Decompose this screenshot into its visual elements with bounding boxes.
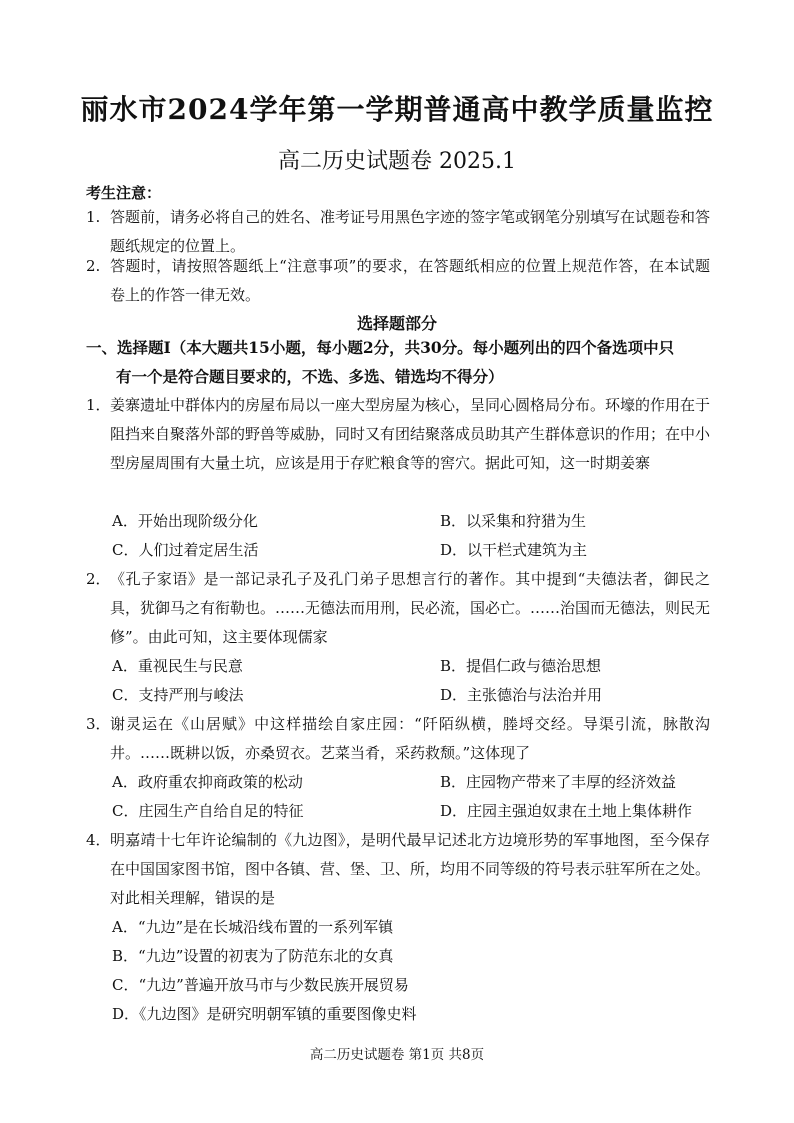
question-option: A．“九边”是在长城沿线布置的一系列军镇 — [112, 918, 394, 936]
exam-title: 丽水市2024学年第一学期普通高中教学质量监控 — [80, 93, 714, 126]
notice-item-number: 1. — [86, 208, 101, 226]
question-stem: 明嘉靖十七年许论编制的《九边图》，是明代最早记述北方边境形势的军事地图，至今保存在中国国家图书馆，图中各镇、营、堡、卫、所，均用不同等级的符号表示驻军所在之处。对此相关理解，错误的是 — [110, 831, 711, 907]
question-number: 1． — [86, 396, 111, 414]
question-option: A．开始出现阶级分化 — [112, 512, 258, 530]
question-number: 2． — [86, 570, 111, 588]
instruction-line-1: 一、选择题Ⅰ（本大题共15小题，每小题2分，共30分。每小题列出的四个备选项中只 — [86, 338, 675, 357]
question-option: C．“九边”普遍开放马市与少数民族开展贸易 — [112, 976, 409, 994]
question-option: A．政府重农抑商政策的松动 — [112, 773, 303, 791]
notice-item-text: 答题时，请按照答题纸上“注意事项”的要求，在答题纸相应的位置上规范作答，在本试题卷上的作答一律无效。 — [110, 257, 710, 304]
question-number: 4． — [86, 831, 111, 849]
page-footer: 高二历史试题卷 第1页 共8页 — [309, 1047, 485, 1063]
question-option: B．“九边”设置的初衷为了防范东北的女真 — [112, 947, 394, 965]
question-option: D．庄园主强迫奴隶在土地上集体耕作 — [440, 802, 693, 820]
question-stem: 姜寨遗址中群体内的房屋布局以一座大型房屋为核心，呈同心圆格局分布。环壕的作用在于阻挡来自聚落外部的野兽等威胁，同时又有团结聚落成员助其产生群体意识的作用；在中小型房屋周围有大量土坑，应该是用于存贮粮食等的窖穴。据此可知，这一时期姜寨 — [110, 396, 711, 472]
question-option: A．重视民生与民意 — [112, 657, 243, 675]
section-instruction — [86, 333, 716, 391]
question-option: B．庄园物产带来了丰厚的经济效益 — [440, 773, 677, 791]
exam-subtitle: 高二历史试题卷 2025.1 — [278, 149, 516, 174]
question-stem: 谢灵运在《山居赋》中这样描绘自家庄园：“阡陌纵横，塍埒交经。导渠引流，脉散沟井。……既耕以饭，亦桑贸衣。艺菜当肴，采药救颓。”这体现了 — [110, 715, 710, 762]
section-title: 选择题部分 — [356, 314, 437, 333]
question-option: C．人们过着定居生活 — [112, 541, 259, 559]
question-option: D．《九边图》是研究明朝军镇的重要图像史料 — [112, 1005, 417, 1023]
question-number: 3． — [86, 715, 111, 733]
question-option: B．提倡仁政与德治思想 — [440, 657, 602, 675]
notice-heading: 考生注意： — [86, 184, 162, 202]
question-option: B．以采集和狩猎为生 — [440, 512, 587, 530]
question-option: D．以干栏式建筑为主 — [440, 541, 588, 559]
question-option: C．庄园生产自给自足的特征 — [112, 802, 304, 820]
notice-item-text: 答题前，请务必将自己的姓名、准考证号用黑色字迹的签字笔或钢笔分别填写在试题卷和答题纸规定的位置上。 — [110, 208, 711, 255]
question-option: D．主张德治与法治并用 — [440, 686, 603, 704]
question-stem: 《孔子家语》是一部记录孔子及孔门弟子思想言行的著作。其中提到“夫德法者，御民之具，犹御马之有衔勒也。……无德法而用刑，民必流，国必亡。……治国而无德法，则民无修”。由此可知，这主要体现儒家 — [110, 570, 711, 646]
question-option: C．支持严刑与峻法 — [112, 686, 244, 704]
notice-item-number: 2. — [86, 257, 101, 275]
instruction-line-2: 有一个是符合题目要求的，不选、多选、错选均不得分） — [116, 367, 504, 386]
